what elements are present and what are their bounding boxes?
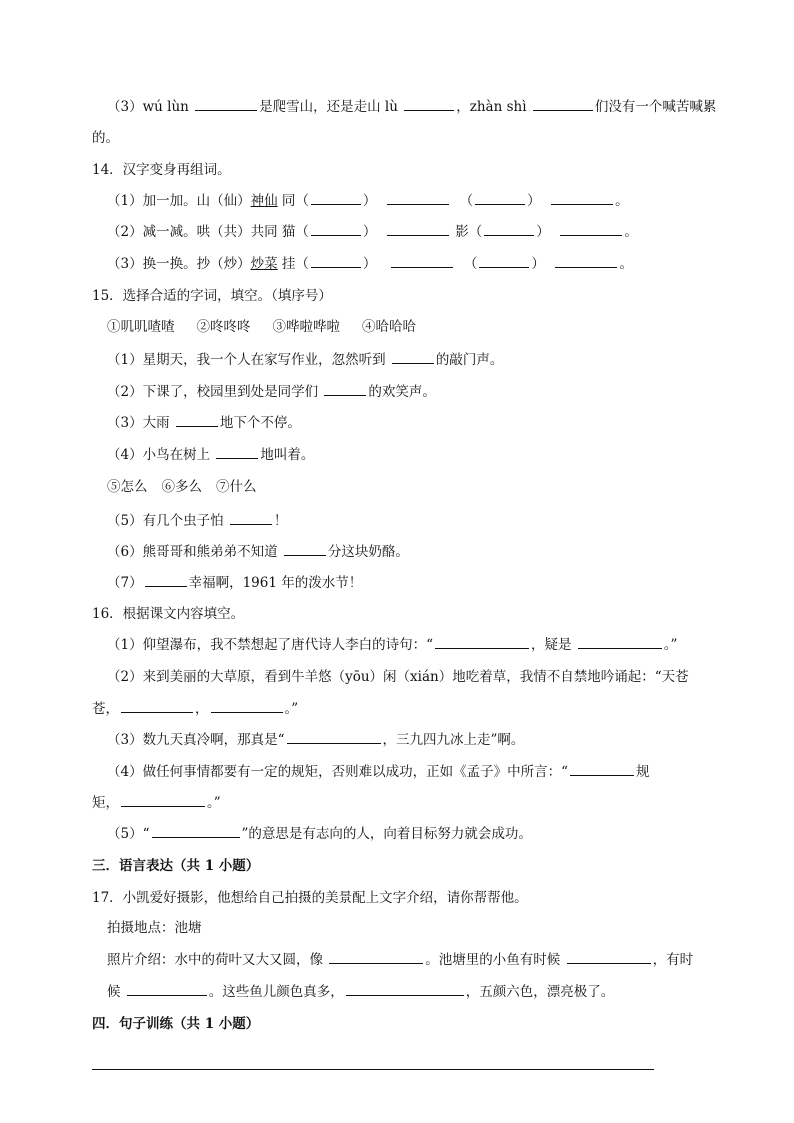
text: （ (459, 193, 474, 209)
option: ①叽叽喳喳 (107, 319, 175, 335)
blank[interactable] (435, 636, 529, 649)
text: 候 (107, 984, 125, 1000)
blank[interactable] (152, 825, 240, 838)
blank[interactable] (555, 255, 617, 268)
q15-s4 (107, 446, 314, 464)
text: 。 (624, 224, 638, 240)
q15-s1 (107, 351, 503, 369)
blank[interactable] (533, 98, 593, 111)
text: ，zhàn shì (456, 99, 531, 115)
q15-options-2 (107, 478, 279, 496)
text: 。这些鱼儿颜色真多， (208, 984, 344, 1000)
blank[interactable] (311, 192, 361, 205)
blank[interactable] (211, 700, 283, 713)
text: 。池塘里的小鱼有时候 (425, 952, 565, 968)
text: ） (362, 224, 377, 240)
q17-location: 拍摄地点：池塘 (107, 920, 202, 936)
blank[interactable] (479, 255, 529, 268)
blank[interactable] (551, 192, 613, 205)
text: （ (463, 256, 478, 272)
q14-row1 (107, 192, 629, 210)
blank[interactable] (387, 192, 449, 205)
text: 矩， (92, 795, 119, 811)
blank[interactable] (195, 98, 257, 111)
underlined-word: 炒菜 (250, 256, 278, 272)
option: ③哗啦哗啦 (272, 319, 340, 335)
text: （4）做任何事情都要有一定的规矩，否则难以成功，正如《孟子》中所言：“ (107, 764, 568, 780)
section-3-heading: 三．语言表达（共 1 小题） (92, 858, 260, 874)
text: （3）大雨 (107, 415, 174, 431)
blank[interactable] (145, 574, 187, 587)
q17-title: 17．小凯爱好摄影，他想给自己拍摄的美景配上文字介绍，请你帮帮他。 (92, 890, 528, 906)
text: 同（ (277, 193, 309, 209)
text: （1）星期天，我一个人在家写作业，忽然听到 (107, 352, 390, 368)
text: 。” (207, 795, 221, 811)
text: （3）换一换。抄（炒） (107, 256, 251, 272)
q14-title: 14．汉字变身再组词。 (92, 162, 231, 178)
text: （4）小鸟在树上 (107, 447, 215, 463)
q15-s6 (107, 543, 409, 561)
blank[interactable] (404, 98, 454, 111)
text: （2）下课了，校园里到处是同学们 (107, 384, 323, 400)
blank[interactable] (324, 383, 366, 396)
text: ，五颜六色，漂亮极了。 (465, 984, 615, 1000)
text: （1）仰望瀑布，我不禁想起了唐代诗人李白的诗句：“ (107, 637, 433, 653)
q15-s7 (107, 574, 362, 592)
text: ，三九四九冰上走”啊。 (382, 732, 525, 748)
blank[interactable] (391, 255, 453, 268)
blank[interactable] (311, 255, 361, 268)
q13-item3-cont: 的。 (92, 130, 119, 146)
blank[interactable] (284, 543, 326, 556)
text: ，有时 (652, 952, 694, 968)
text: ， (195, 701, 209, 717)
text: （3）数九天真冷啊，那真是“ (107, 732, 285, 748)
text: 。” (284, 701, 299, 717)
q16-s3 (107, 731, 524, 749)
blank[interactable] (121, 700, 193, 713)
underlined-word: 神仙 (250, 193, 278, 209)
text: ） (536, 224, 550, 240)
q15-title: 15．选择合适的字词，填空。（填序号） (92, 288, 332, 304)
option: ⑥多么 (161, 479, 202, 495)
text: 。 (619, 256, 633, 272)
text: 。 (615, 193, 629, 209)
blank[interactable] (484, 223, 534, 236)
text: ！ (273, 513, 288, 529)
q16-s2: （2）来到美丽的大草原，看到牛羊悠（yōu）闲（xián）地吃着草，我情不自禁地吟诵起：“天苍 (107, 669, 689, 685)
text: （5）“ (107, 826, 150, 842)
blank[interactable] (570, 763, 634, 776)
q16-s4-cont (92, 794, 221, 812)
q15-options-1 (107, 318, 438, 336)
text: 是爬雪山，还是走山 lù (259, 99, 403, 115)
blank[interactable] (287, 731, 381, 744)
text: 的敲门声。 (435, 352, 504, 368)
blank[interactable] (560, 223, 622, 236)
blank[interactable] (121, 794, 205, 807)
q16-s2-cont (92, 700, 298, 718)
q15-s3 (107, 414, 301, 432)
q16-s5 (107, 825, 532, 843)
q16-s4 (107, 763, 650, 781)
text: 地下个不停。 (219, 415, 301, 431)
blank[interactable] (392, 351, 434, 364)
text: （2）减一减。哄（共）共同 猫（ (107, 224, 309, 240)
blank[interactable] (346, 983, 464, 996)
text: 的欢笑声。 (368, 384, 436, 400)
option: ②咚咚咚 (196, 319, 251, 335)
text: （3）wú lùn (107, 99, 194, 115)
q14-row2 (107, 223, 638, 241)
text: 。” (663, 637, 678, 653)
text: （1）加一加。山（仙） (107, 193, 251, 209)
blank[interactable] (329, 951, 423, 964)
text: （7） (107, 575, 143, 591)
q16-title: 16．根据课文内容填空。 (92, 606, 245, 622)
text: ，疑是 (531, 637, 576, 653)
blank[interactable] (567, 951, 651, 964)
text: 规 (636, 764, 650, 780)
blank[interactable] (230, 512, 272, 525)
text: ） (362, 256, 377, 272)
q15-s5 (107, 512, 287, 530)
blank[interactable] (387, 223, 449, 236)
footer-rule (92, 1069, 654, 1070)
text: （6）熊哥哥和熊弟弟不知道 (107, 544, 282, 560)
text: ） (362, 193, 377, 209)
text: （5）有几个虫子怕 (107, 513, 228, 529)
text: 们没有一个喊苦喊累 (594, 99, 717, 115)
text: 幸福啊，1961 年的泼水节！ (188, 575, 363, 591)
q16-s1 (107, 636, 677, 654)
section-4-heading: 四．句子训练（共 1 小题） (92, 1016, 260, 1032)
text: ） (527, 193, 541, 209)
blank[interactable] (475, 192, 525, 205)
q15-s2 (107, 383, 436, 401)
text: 苍， (92, 701, 119, 717)
text: 挂（ (277, 256, 309, 272)
blank[interactable] (311, 223, 361, 236)
option: ⑤怎么 (107, 479, 148, 495)
blank[interactable] (127, 983, 207, 996)
text: 照片介绍：水中的荷叶又大又圆，像 (107, 952, 328, 968)
blank[interactable] (578, 636, 662, 649)
text: ） (531, 256, 545, 272)
text: ”的意思是有志向的人，向着目标努力就会成功。 (241, 826, 532, 842)
option: ④哈哈哈 (362, 319, 416, 335)
q13-item3 (107, 98, 716, 116)
option: ⑦什么 (216, 479, 257, 495)
blank[interactable] (176, 414, 218, 427)
q17-desc-2 (107, 983, 614, 1001)
q14-row3 (107, 255, 633, 273)
blank[interactable] (216, 446, 258, 459)
text: 分这块奶酪。 (327, 544, 409, 560)
text: 影（ (450, 224, 483, 240)
q17-desc-1 (107, 951, 693, 969)
text: 地叫着。 (260, 447, 315, 463)
